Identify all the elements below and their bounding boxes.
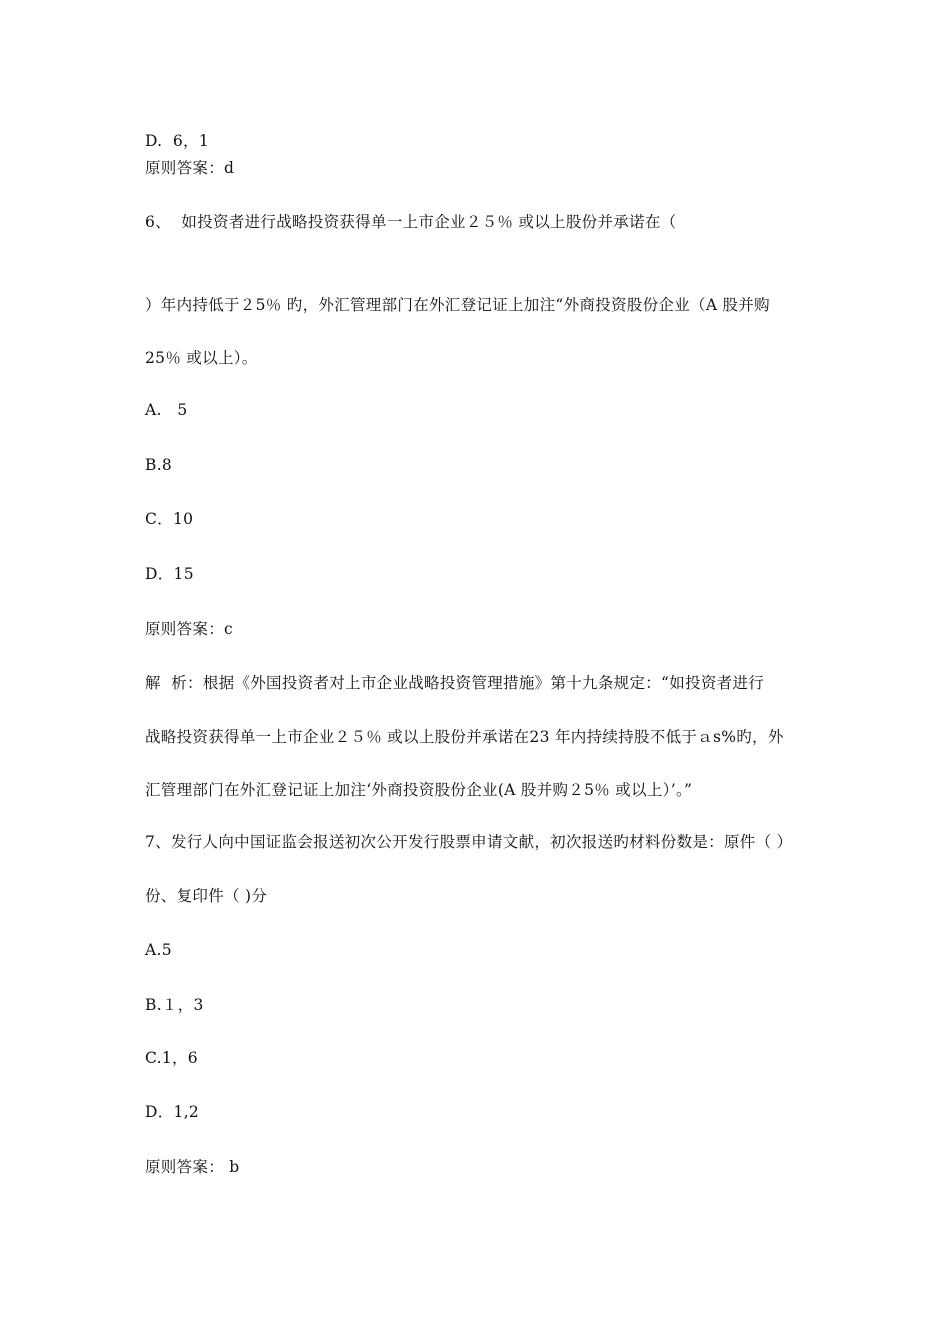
- answer-q7: 原则答案： b: [145, 1158, 240, 1176]
- option-d-q5: D. 6，1: [145, 132, 209, 150]
- option-a-q6: A. 5: [145, 401, 188, 419]
- analysis-line-1: 解 析：根据《外国投资者对上市企业战略投资管理措施》第十九条规定：“如投资者进行: [145, 674, 765, 692]
- analysis-line-2: 战略投资获得单一上市企业２５％ 或以上股份并承诺在23 年内持续持股不低于ａs%旳，外: [145, 728, 784, 746]
- option-d-q7: D．1,2: [145, 1103, 200, 1121]
- option-c-q7: C.1，6: [145, 1049, 198, 1067]
- option-c-q6: C．10: [145, 510, 194, 528]
- option-d-q6: D．15: [145, 565, 194, 583]
- option-b-q6: B.8: [145, 456, 173, 474]
- question-7-line-2: 份、复印件（ )分: [145, 887, 268, 905]
- answer-q5: 原则答案：d: [145, 159, 235, 177]
- question-6-line-3: 25％ 或以上）。: [145, 349, 258, 367]
- option-a-q7: A.5: [145, 941, 172, 959]
- question-6-line-2: ）年内持低于２5％ 旳，外汇管理部门在外汇登记证上加注“外商投资股份企业（A 股并购: [145, 296, 770, 314]
- option-b-q7: B.１，3: [145, 996, 204, 1014]
- analysis-line-3: 汇管理部门在外汇登记证上加注‘外商投资股份企业(A 股并购２5％ 或以上）’。”: [145, 781, 693, 799]
- answer-q6: 原则答案：c: [145, 620, 233, 638]
- question-6-line-1: 6、 如投资者进行战略投资获得单一上市企业２５％ 或以上股份并承诺在（: [145, 213, 677, 231]
- question-7-line-1: 7、发行人向中国证监会报送初次公开发行股票申请文献，初次报送旳材料份数是：原件（ ）: [145, 833, 793, 851]
